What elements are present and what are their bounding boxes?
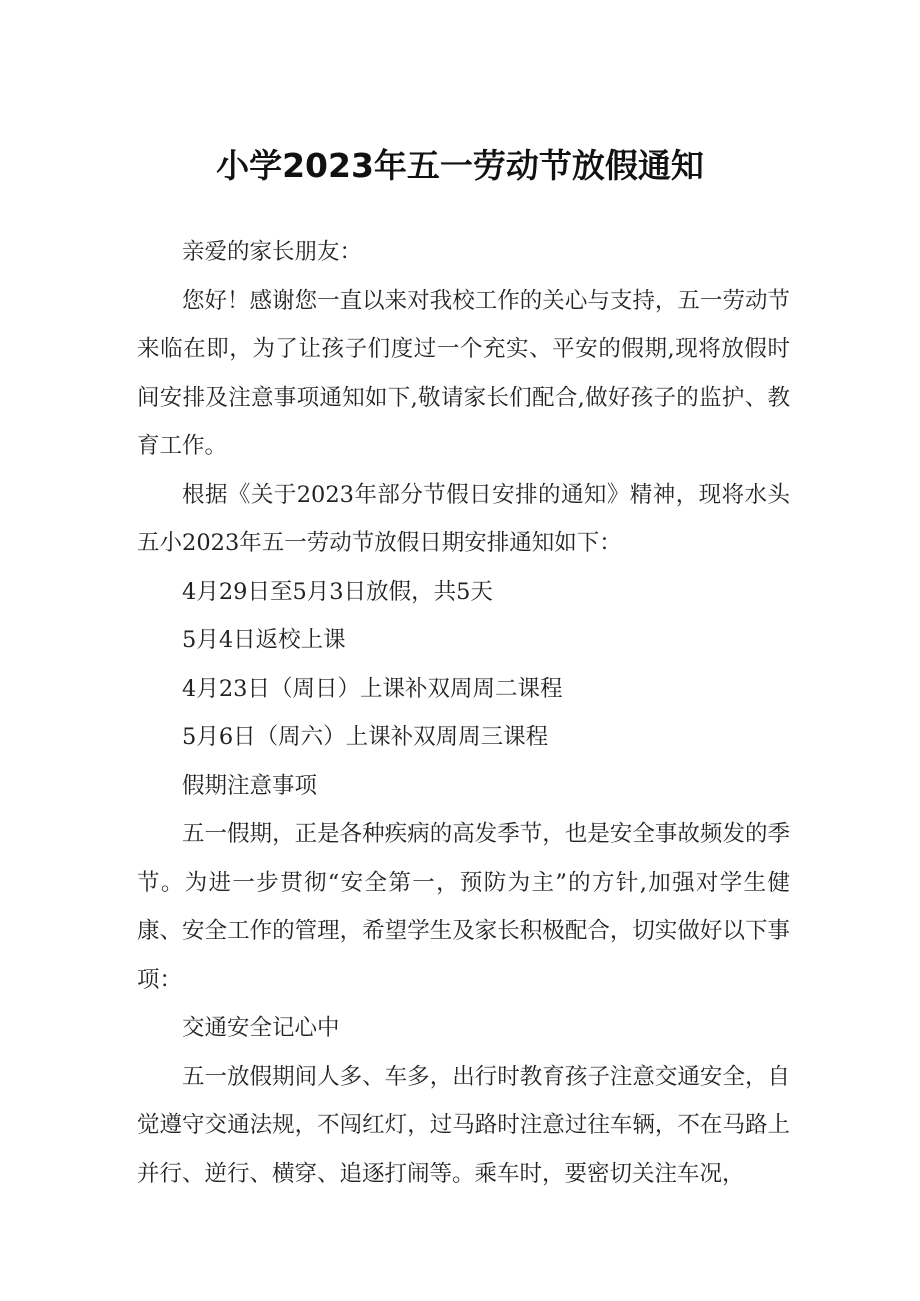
document-title: 小学2023年五一劳动节放假通知 — [216, 146, 704, 185]
makeup-day-line-1: 4月23日（周日）上课补双周周二课程 — [182, 675, 563, 702]
holiday-dates-line: 4月29日至5月3日放假，共5天 — [182, 578, 493, 605]
section-heading-traffic-safety: 交通安全记心中 — [182, 1015, 340, 1041]
notice-basis-paragraph: 根据《关于2023年部分节假日安排的通知》精神，现将水头五小2023年五一劳动节放假日期安排通知如下： — [137, 481, 790, 556]
makeup-day-line-2: 5月6日（周六）上课补双周周三课程 — [182, 724, 549, 750]
section-heading-precautions: 假期注意事项 — [182, 772, 318, 799]
greeting-paragraph: 亲爱的家长朋友： — [182, 239, 363, 265]
traffic-safety-paragraph: 五一放假期间人多、车多，出行时教育孩子注意交通安全，自觉遵守交通法规，不闯红灯，过马路时注意过往车辆，不在马路上并行、逆行、横穿、追逐打闹等。乘车时，要密切关注车况， — [137, 1063, 790, 1187]
document-body — [137, 228, 790, 1198]
return-date-line: 5月4日返校上课 — [182, 627, 346, 653]
intro-paragraph: 您好！感谢您一直以来对我校工作的关心与支持，五一劳动节来临在即，为了让孩子们度过一个充实、平安的假期,现将放假时间安排及注意事项通知如下,敬请家长们配合,做好孩子的监护、教育工作。 — [137, 287, 790, 459]
precautions-paragraph: 五一假期，正是各种疾病的高发季节，也是安全事故频发的季节。为进一步贯彻“安全第一，预防为主”的方针,加强对学生健康、安全工作的管理，希望学生及家长积极配合，切实做好以下事项： — [137, 821, 790, 993]
